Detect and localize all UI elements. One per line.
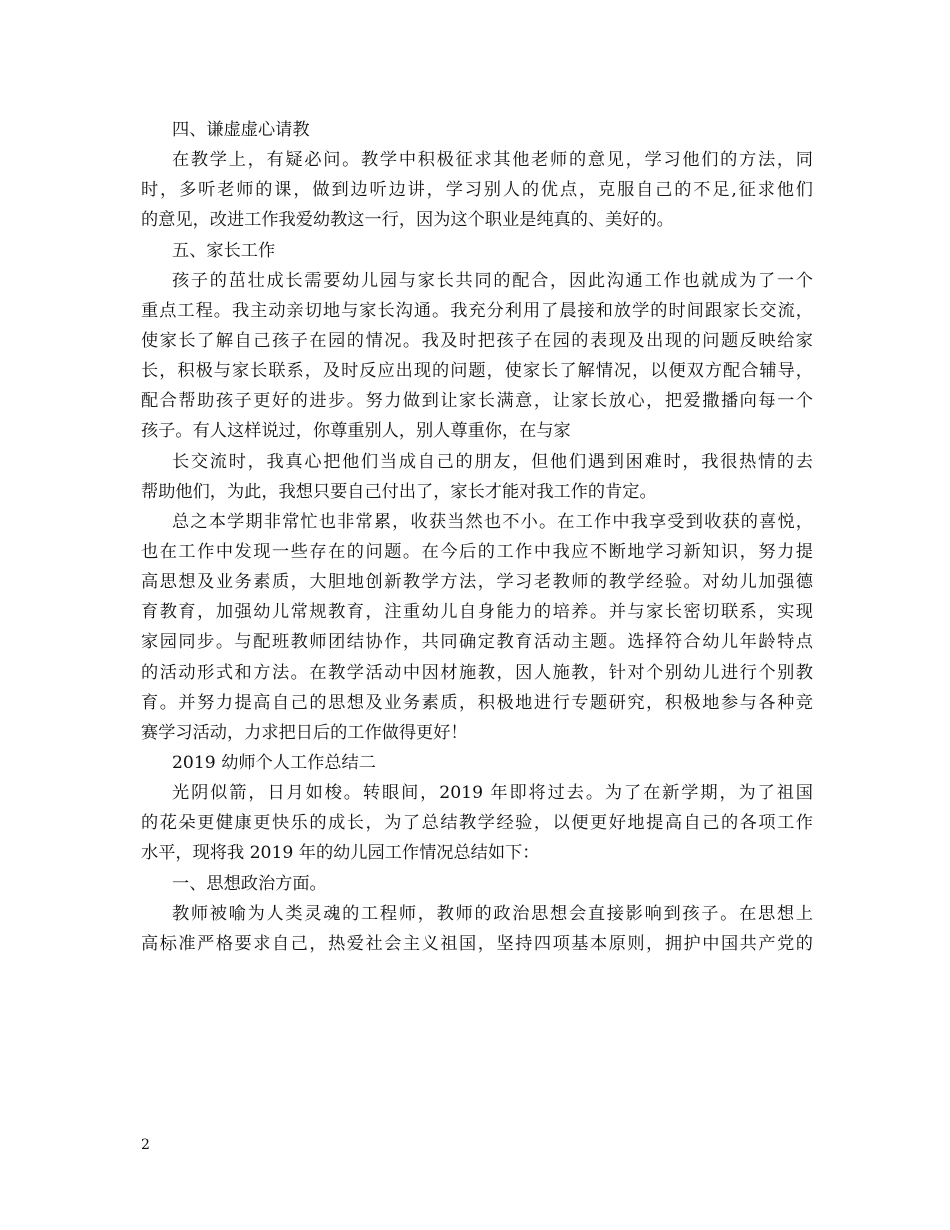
text-line: 高思想及业务素质，大胆地创新教学方法，学习老教师的教学经验。对幼儿加强德 — [141, 572, 813, 593]
text-line: 五、家长工作 — [172, 240, 276, 261]
body-text — [141, 115, 813, 959]
text-line: 赛学习活动，力求把日后的工作做得更好！ — [141, 722, 468, 743]
text-line: 一、思想政治方面。 — [172, 873, 327, 894]
text-line: 水平，现将我 2019 年的幼儿园工作情况总结如下： — [141, 843, 540, 864]
text-line: 教师被喻为人类灵魂的工程师，教师的政治思想会直接影响到孩子。在思想上 — [172, 903, 813, 924]
text-line: 使家长了解自己孩子在园的情况。我及时把孩子在园的表现及出现的问题反映给家 — [141, 330, 813, 351]
text-line: 的意见，改进工作我爱幼教这一行，因为这个职业是纯真的、美好的。 — [141, 210, 674, 231]
text-line: 育。并努力提高自己的思想及业务素质，积极地进行专题研究，积极地参与各种竞 — [141, 692, 813, 713]
text-line: 四、谦虚虚心请教 — [172, 120, 310, 140]
text-line: 长，积极与家长联系，及时反应出现的问题，使家长了解情况，以便双方配合辅导， — [141, 361, 813, 382]
text-line: 总之本学期非常忙也非常累，收获当然也不小。在工作中我享受到收获的喜悦， — [172, 511, 813, 532]
text-line: 2019 幼师个人工作总结二 — [172, 752, 376, 773]
page-number: 2 — [141, 1137, 150, 1153]
text-line: 的活动形式和方法。在教学活动中因材施教，因人施教，针对个别幼儿进行个别教 — [141, 662, 813, 683]
text-line: 长交流时，我真心把他们当成自己的朋友，但他们遇到困难时，我很热情的去 — [172, 451, 813, 472]
text-line: 孩子。有人这样说过，你尊重别人，别人尊重你，在与家 — [141, 421, 571, 442]
text-line: 孩子的茁壮成长需要幼儿园与家长共同的配合，因此沟通工作也就成为了一个 — [172, 270, 813, 291]
text-line: 家园同步。与配班教师团结协作，共同确定教育活动主题。选择符合幼儿年龄特点 — [141, 632, 813, 653]
text-line: 帮助他们，为此，我想只要自己付出了，家长才能对我工作的肯定。 — [141, 481, 657, 502]
text-line: 的花朵更健康更快乐的成长，为了总结教学经验，以便更好地提高自己的各项工作 — [141, 813, 813, 834]
text-line: 重点工程。我主动亲切地与家长沟通。我充分利用了晨接和放学的时间跟家长交流， — [141, 300, 813, 321]
text-line: 配合帮助孩子更好的进步。努力做到让家长满意，让家长放心，把爱撒播向每一个 — [141, 391, 813, 412]
text-line: 时，多听老师的课，做到边听边讲，学习别人的优点，克服自己的不足,征求他们 — [141, 180, 813, 201]
text-line: 育教育，加强幼儿常规教育，注重幼儿自身能力的培养。并与家长密切联系，实现 — [141, 602, 813, 623]
text-line: 光阴似箭，日月如梭。转眼间，2019 年即将过去。为了在新学期，为了祖国 — [172, 783, 813, 804]
text-line: 也在工作中发现一些存在的问题。在今后的工作中我应不断地学习新知识，努力提 — [141, 541, 813, 562]
text-line: 高标准严格要求自己，热爱社会主义祖国，坚持四项基本原则，拥护中国共产党的 — [141, 933, 813, 954]
text-line: 在教学上，有疑必问。教学中积极征求其他老师的意见，学习他们的方法，同 — [172, 150, 813, 171]
